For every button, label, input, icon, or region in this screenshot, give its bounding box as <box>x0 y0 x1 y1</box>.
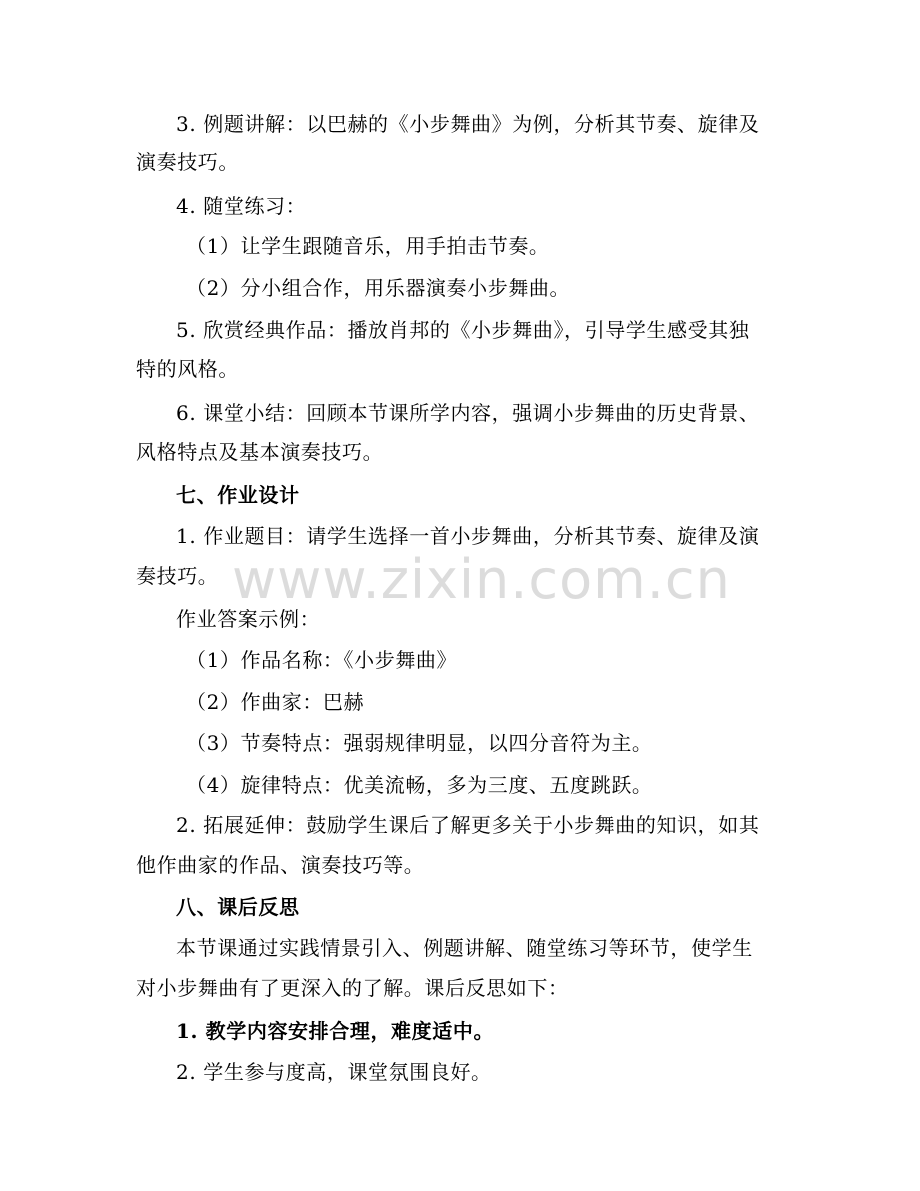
text-line: 5. 欣赏经典作品：播放肖邦的《小步舞曲》，引导学生感受其独 <box>176 318 750 342</box>
text-line: 2. 拓展延伸：鼓励学生课后了解更多关于小步舞曲的知识，如其 <box>176 813 760 837</box>
text-line: 奏技巧。 <box>136 564 219 588</box>
text-line: 演奏技巧。 <box>136 150 239 174</box>
section-heading: 八、课后反思 <box>176 895 300 919</box>
text-line: 4. 随堂练习： <box>176 194 307 218</box>
section-heading: 七、作业设计 <box>176 483 300 507</box>
text-line: 6. 课堂小结：回顾本节课所学内容，强调小步舞曲的历史背景、 <box>176 401 760 425</box>
text-line: （1）让学生跟随音乐，用手拍击节奏。 <box>186 234 550 258</box>
text-line: 2. 学生参与度高，课堂氛围良好。 <box>176 1060 492 1084</box>
text-line: （2）分小组合作，用乐器演奏小步舞曲。 <box>186 276 571 300</box>
text-line: 本节课通过实践情景引入、例题讲解、随堂练习等环节，使学生 <box>176 936 753 960</box>
text-line: 1. 作业题目：请学生选择一首小步舞曲，分析其节奏、旋律及演 <box>176 524 760 548</box>
watermark: www.zixin.com.cn <box>232 548 731 611</box>
text-line: 他作曲家的作品、演奏技巧等。 <box>136 853 425 877</box>
text-line: 作业答案示例： <box>176 607 321 631</box>
text-line: （1）作品名称：《小步舞曲》 <box>186 648 458 672</box>
text-line: （4）旋律特点：优美流畅，多为三度、五度跳跃。 <box>186 773 653 797</box>
text-line: （3）节奏特点：强弱规律明显，以四分音符为主。 <box>186 731 653 755</box>
text-line: 1. 教学内容安排合理，难度适中。 <box>176 1019 495 1043</box>
text-line: （2）作曲家：巴赫 <box>186 690 365 714</box>
text-line: 3. 例题讲解：以巴赫的《小步舞曲》为例，分析其节奏、旋律及 <box>176 112 760 136</box>
text-line: 风格特点及基本演奏技巧。 <box>136 440 384 464</box>
text-line: 对小步舞曲有了更深入的了解。课后反思如下： <box>136 976 569 1000</box>
text-line: 特的风格。 <box>136 357 239 381</box>
